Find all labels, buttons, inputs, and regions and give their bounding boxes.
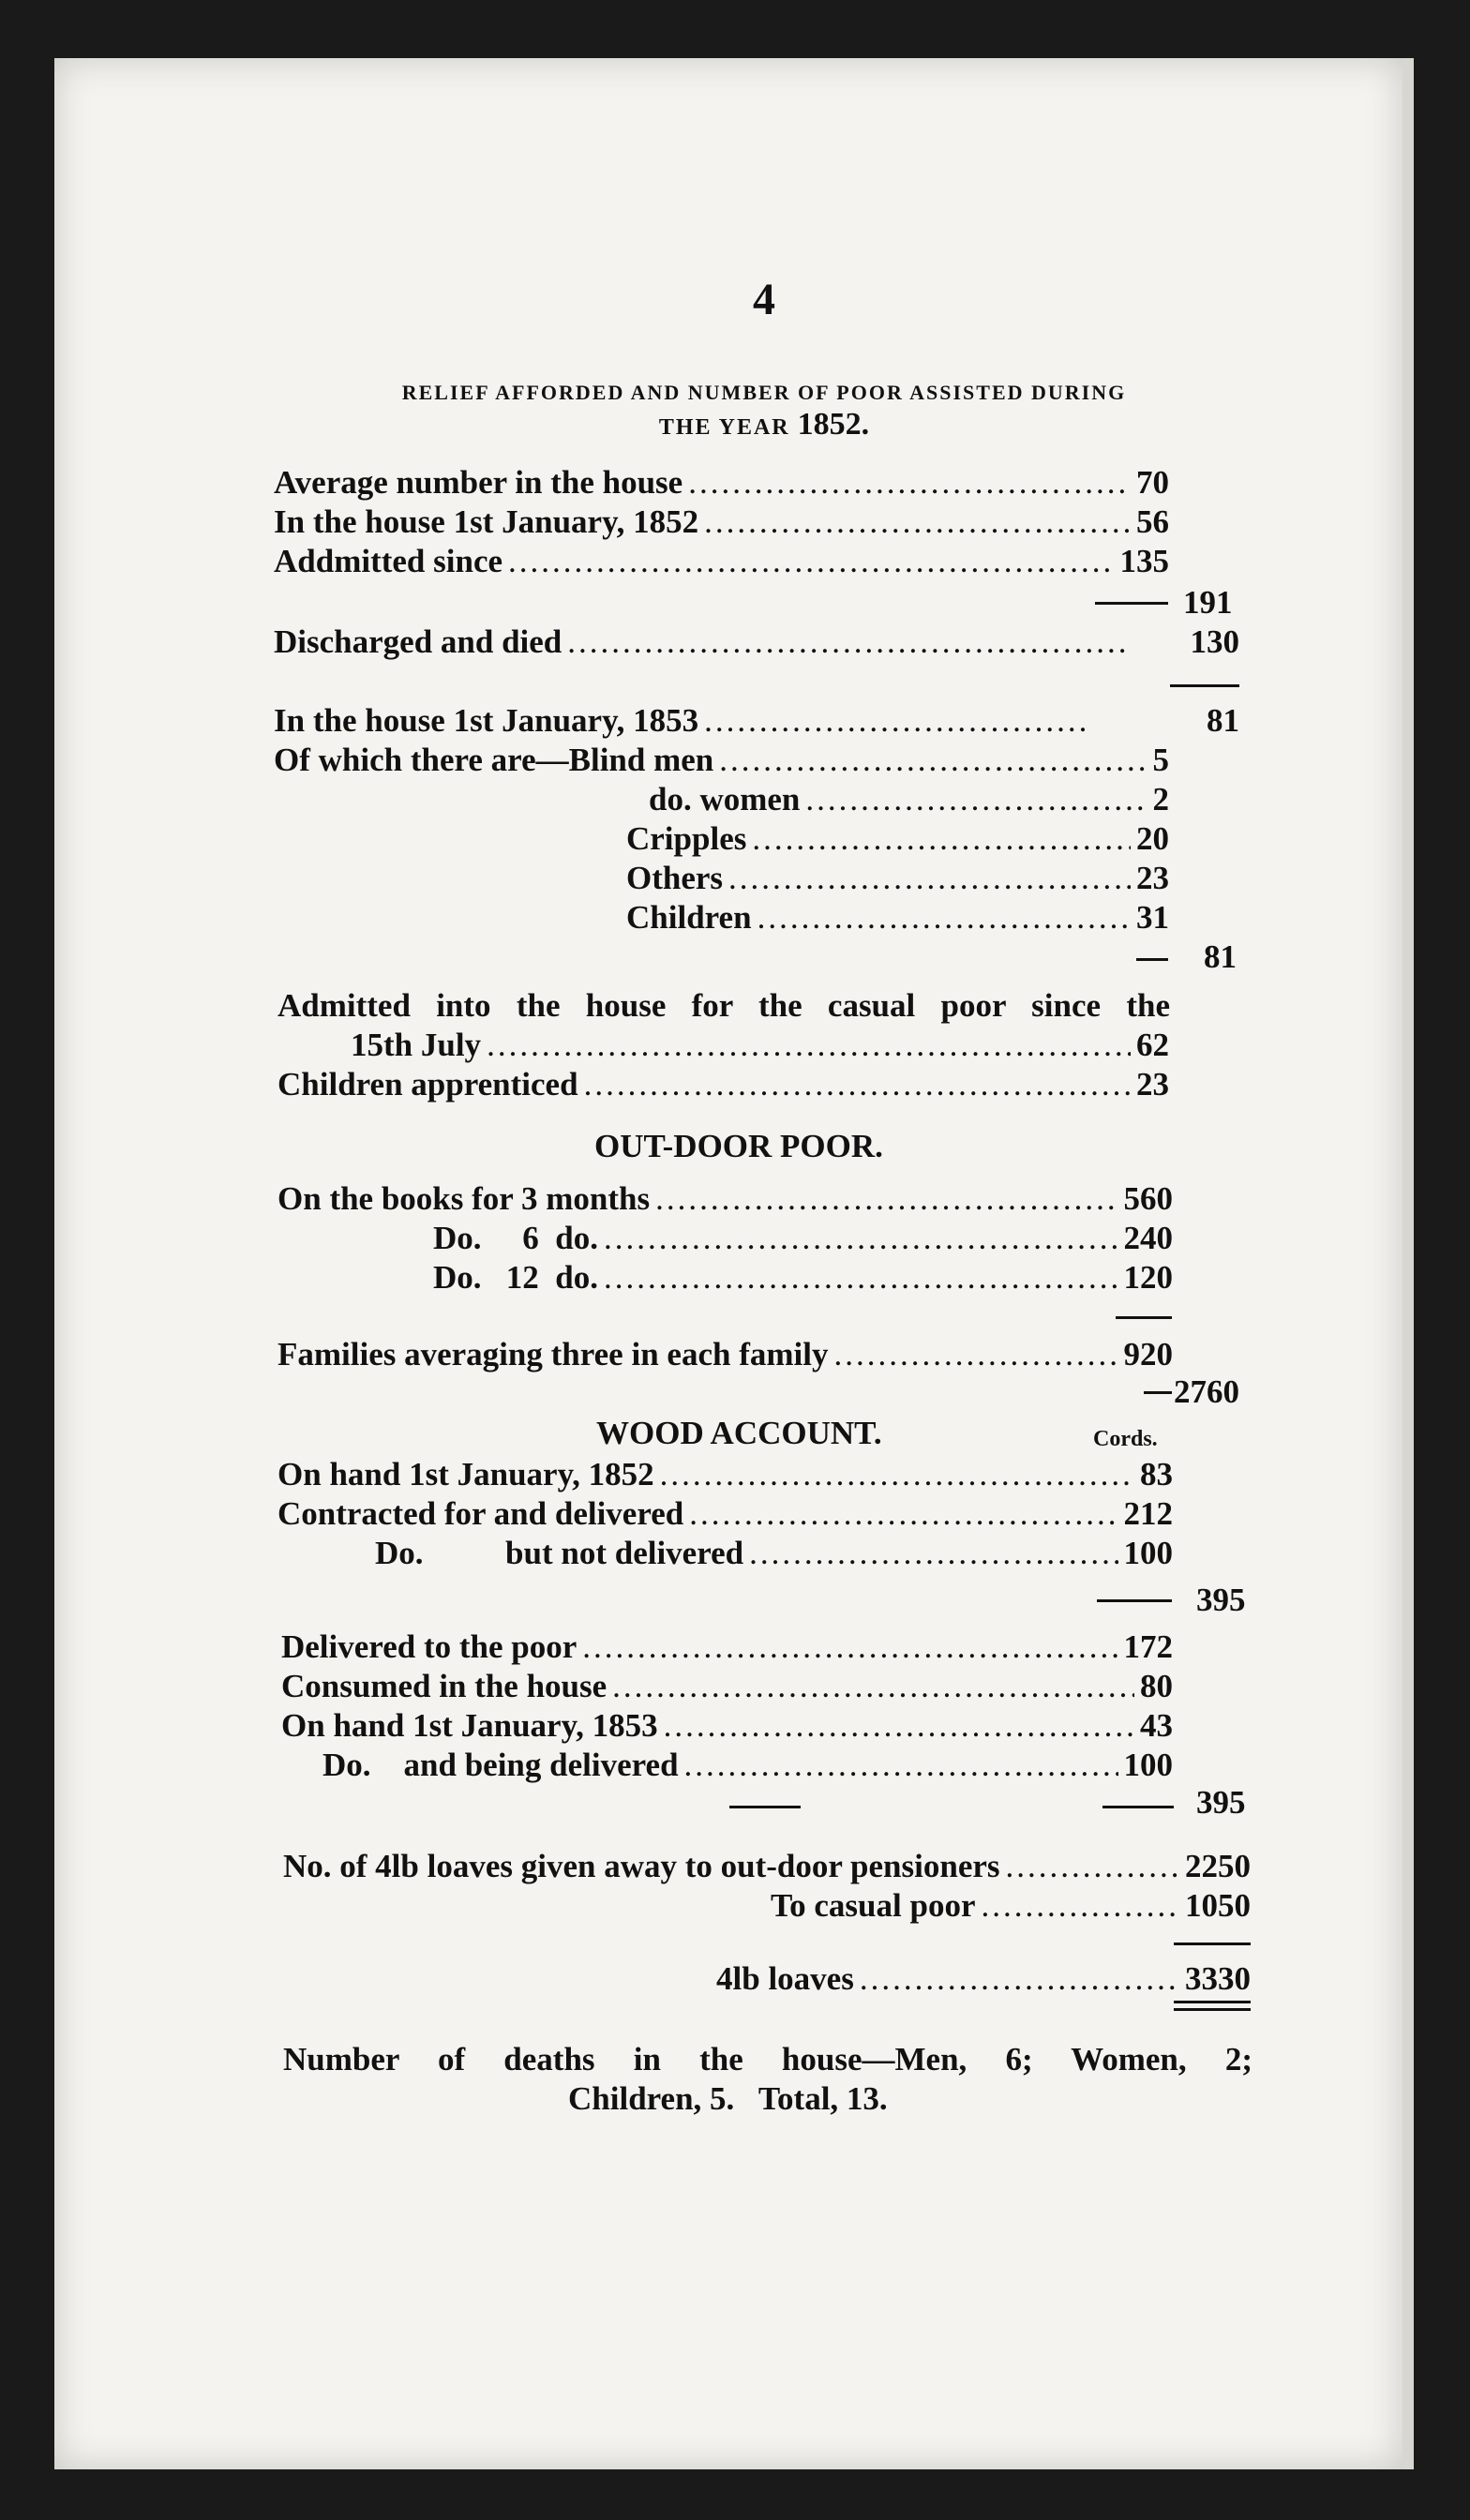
casual-line-1: Admitted into the house for the casual poor since the: [278, 987, 1170, 1024]
rule: [1116, 1316, 1172, 1319]
rule: [1174, 2008, 1251, 2011]
row-3-months: On the books for 3 months ..... 560: [278, 1179, 1173, 1219]
rule: [1174, 2001, 1251, 2003]
deaths-line-1: Number of deaths in the house—Men, 6; Women, 2;: [283, 2041, 1252, 2078]
subtotal-191: 191: [1183, 584, 1233, 621]
row-loaves-total: 4lb loaves ..... 3330: [716, 1959, 1251, 1999]
row-15th-july: 15th July ..... 62: [351, 1026, 1169, 1065]
rule: [1144, 1391, 1172, 1394]
row-average: Average number in the house ..... 70: [274, 463, 1169, 502]
row-discharged: Discharged and died ..... 130: [274, 622, 1239, 662]
heading-year: 1852.: [797, 407, 870, 442]
row-wood-delivered-poor: Delivered to the poor ..... 172: [281, 1628, 1173, 1667]
breakdown-total: 81: [1204, 938, 1237, 975]
wood-total-out: 395: [1196, 1784, 1246, 1821]
row-wood-contracted: Contracted for and delivered ..... 212: [278, 1494, 1173, 1534]
outdoor-total: 2760: [1174, 1373, 1239, 1410]
rule: [1174, 1942, 1251, 1945]
page-number: 4: [753, 275, 775, 324]
wood-units: Cords.: [1093, 1427, 1158, 1451]
heading-prefix: THE YEAR: [658, 415, 790, 440]
row-blind-women: do. women ..... 2: [649, 780, 1169, 819]
rule: [1095, 602, 1168, 605]
wood-total-in: 395: [1196, 1582, 1246, 1618]
rule: [1170, 684, 1239, 687]
row-wood-not-delivered: Do. but not delivered ..... 100: [375, 1534, 1173, 1573]
row-blind-men: Of which there are— Blind men ..... 5: [274, 741, 1169, 780]
outdoor-title: OUT-DOOR POOR.: [594, 1128, 883, 1164]
row-12-months: Do. 12 do. ..... 120: [433, 1258, 1173, 1298]
row-in-house-1852: In the house 1st January, 1852 ..... 56: [274, 502, 1169, 542]
rule: [1097, 1599, 1172, 1602]
rule: [1102, 1806, 1174, 1808]
row-loaves-outdoor: No. of 4lb loaves given away to out-door pensioners ..... 2250: [283, 1847, 1251, 1886]
row-others: Others ..... 23: [626, 859, 1169, 898]
row-admitted-since: Addmitted since ..... 135: [274, 542, 1169, 581]
row-children: Children ..... 31: [626, 898, 1169, 938]
heading-line-1: RELIEF AFFORDED AND NUMBER OF POOR ASSISTED DURING: [401, 381, 1127, 404]
heading-line-2: [272, 405, 1256, 447]
row-wood-1852: On hand 1st January, 1852 ..... 83: [278, 1455, 1173, 1494]
wood-title: WOOD ACCOUNT.: [596, 1415, 882, 1451]
row-families: Families averaging three in each family ..... 920: [278, 1335, 1173, 1374]
row-apprenticed: Children apprenticed ..... 23: [278, 1065, 1169, 1104]
row-wood-consumed: Consumed in the house ..... 80: [281, 1667, 1173, 1706]
row-wood-being-delivered: Do. and being delivered ..... 100: [322, 1746, 1173, 1785]
row-wood-1853: On hand 1st January, 1853 ..... 43: [281, 1706, 1173, 1746]
rule: [1136, 958, 1168, 961]
row-cripples: Cripples ..... 20: [626, 819, 1169, 859]
row-6-months: Do. 6 do. ..... 240: [433, 1219, 1173, 1258]
row-in-house-1853: In the house 1st January, 1853 ..... 81: [274, 701, 1239, 741]
rule: [729, 1806, 801, 1808]
deaths-line-2: Children, 5. Total, 13.: [568, 2080, 888, 2117]
row-loaves-casual: To casual poor ..... 1050: [771, 1886, 1251, 1926]
